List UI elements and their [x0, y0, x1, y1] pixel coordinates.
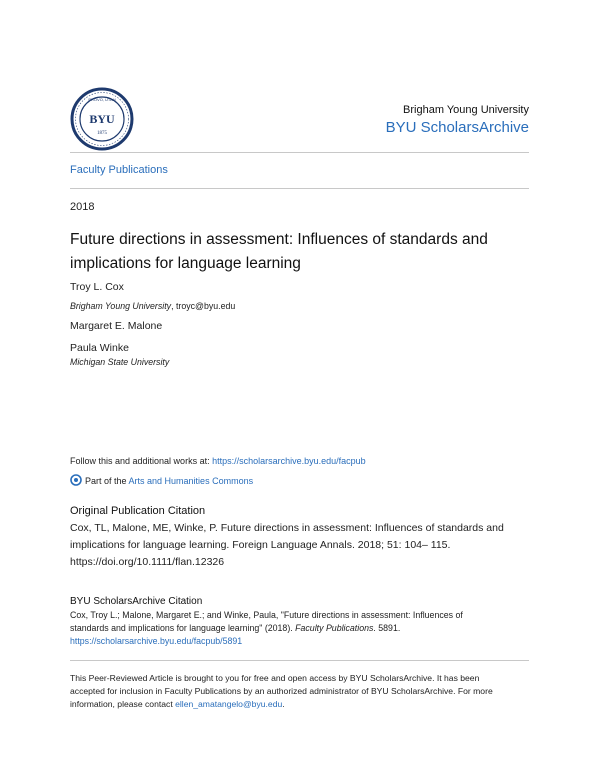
part-of-line	[70, 474, 253, 488]
byu-seal-icon	[70, 87, 134, 151]
citation-line: implications for language learning. Foreign Language Annals. 2018; 51: 104– 115.	[70, 539, 451, 551]
author-affiliation: Michigan State University	[70, 357, 170, 367]
follow-link[interactable]: https://scholarsarchive.byu.edu/facpub	[212, 456, 366, 466]
citation-heading: Original Publication Citation	[70, 505, 206, 517]
commons-network-icon	[70, 474, 82, 488]
divider	[70, 152, 529, 153]
divider	[70, 188, 529, 189]
author-affiliation: Brigham Young University	[70, 301, 172, 311]
archive-citation-text	[70, 609, 540, 648]
seal-year: 1875	[97, 131, 107, 136]
archive-citation-link[interactable]: https://scholarsarchive.byu.edu/facpub/5891	[70, 636, 243, 646]
institution-name: Brigham Young University	[403, 104, 529, 116]
citation-text	[70, 520, 530, 571]
access-notice	[70, 672, 540, 711]
divider	[70, 660, 529, 661]
seal-bottom-text: PROVO, UTAH	[88, 97, 116, 102]
commons-link[interactable]: Arts and Humanities Commons	[128, 476, 254, 486]
author-name: Troy L. Cox	[70, 281, 124, 293]
notice-line: information, please contact ellen_amatangelo@byu.edu.	[70, 699, 285, 709]
collection-link[interactable]: Faculty Publications	[70, 164, 168, 176]
author-name: Paula Winke	[70, 342, 129, 354]
series-name: Faculty Publications	[295, 623, 374, 633]
archive-citation-heading: BYU ScholarsArchive Citation	[70, 596, 203, 607]
archive-citation-line: Cox, Troy L.; Malone, Margaret E.; and Winke, Paula, "Future directions in assessment: Influences of	[70, 610, 463, 620]
byu-seal-logo	[70, 87, 134, 151]
archive-name[interactable]: BYU ScholarsArchive	[385, 119, 529, 136]
follow-prefix: Follow this and additional works at:	[70, 456, 213, 466]
notice-line: This Peer-Reviewed Article is brought to you for free and open access by BYU ScholarsArchive. It has been	[70, 673, 480, 683]
publication-year: 2018	[70, 201, 95, 213]
part-of-prefix: Part of the	[85, 476, 129, 486]
contact-email-link[interactable]: ellen_amatangelo@byu.edu	[175, 699, 283, 709]
author-block	[70, 281, 124, 293]
notice-line: accepted for inclusion in Faculty Publications by an authorized administrator of BYU ScholarsArchive. For more	[70, 686, 493, 696]
author-affiliation-line: Brigham Young University, troyc@byu.edu	[70, 301, 236, 311]
author-name: Margaret E. Malone	[70, 320, 163, 332]
citation-doi: https://doi.org/10.1111/flan.12326	[70, 556, 225, 568]
page-title: Future directions in assessment: Influences of standards and implications for language learning	[70, 231, 488, 272]
author-email[interactable]: troyc@byu.edu	[175, 301, 236, 311]
citation-line: Cox, TL, Malone, ME, Winke, P. Future directions in assessment: Influences of standards and	[70, 522, 504, 534]
seal-top-text: BYU	[89, 112, 115, 126]
archive-citation-line: standards and implications for language learning" (2018). Faculty Publications. 5891.	[70, 623, 401, 633]
follow-line	[70, 456, 366, 466]
